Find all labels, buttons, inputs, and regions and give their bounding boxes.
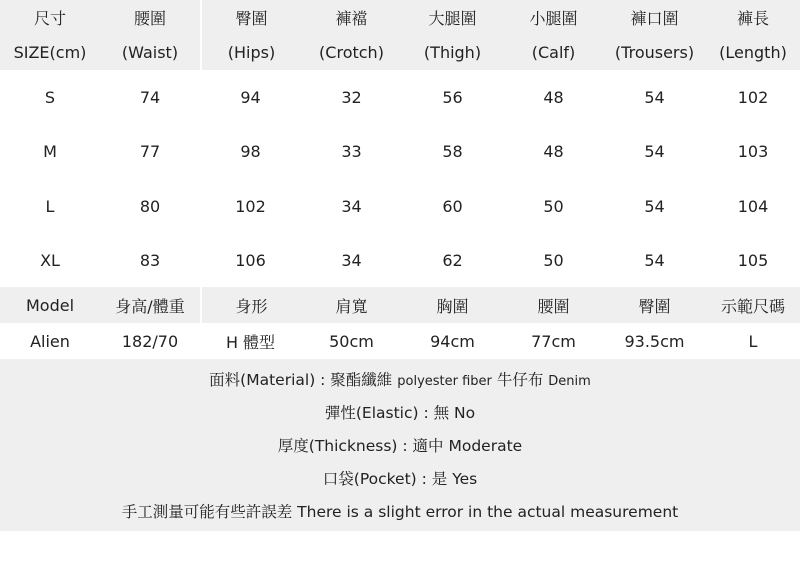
material-fiber: polyester fiber	[397, 373, 492, 389]
elastic-note: 彈性(Elastic) : 無 No	[324, 403, 476, 422]
model-name: Alien	[30, 331, 70, 351]
size-table-body	[0, 70, 800, 287]
size-label: XL	[40, 250, 60, 270]
model-table-row	[0, 323, 800, 359]
calf-value: 50	[543, 250, 564, 270]
length-value: 104	[737, 196, 769, 216]
crotch-value: 33	[341, 142, 362, 161]
model-hips: 93.5cm	[624, 331, 685, 351]
model-header-height-weight: 身高/體重	[115, 296, 185, 316]
waist-value: 80	[139, 196, 161, 216]
crotch-value: 34	[341, 250, 362, 270]
trousers-value: 54	[644, 87, 665, 107]
model-header-model: Model	[25, 295, 75, 315]
header-zh-crotch: 褲襠	[335, 9, 368, 28]
model-body-shape: H 體型	[225, 332, 276, 352]
model-header-body-shape: 身形	[200, 287, 301, 323]
header-en-crotch: (Crotch)	[319, 43, 384, 62]
header-en-hips: (Hips)	[200, 35, 301, 70]
header-en-waist: (Waist)	[121, 43, 179, 62]
trousers-value: 54	[644, 250, 665, 270]
model-header-demo-size: 示範尺碼	[720, 296, 785, 316]
size-label: S	[44, 87, 56, 107]
model-waist: 77cm	[531, 331, 576, 351]
hips-value: 102	[235, 196, 266, 216]
waist-value: 74	[139, 87, 161, 107]
header-zh-waist: 腰圍	[133, 9, 166, 28]
length-value: 103	[737, 142, 769, 161]
model-header-hips: 臀圍	[638, 296, 671, 316]
length-value: 102	[737, 87, 769, 107]
model-height-weight: 182/70	[121, 331, 179, 351]
size-table-header	[0, 0, 800, 70]
measurement-disclaimer: 手工測量可能有些許誤差 There is a slight error in the actual measurement	[121, 503, 679, 522]
trousers-value: 54	[644, 142, 665, 161]
header-zh-length: 褲長	[736, 9, 769, 28]
product-notes	[0, 359, 800, 531]
thigh-value: 58	[442, 142, 463, 161]
thigh-value: 62	[442, 250, 463, 270]
material-prefix: 面料(Material) : 聚酯纖維	[209, 370, 393, 389]
header-en-calf: (Calf)	[531, 43, 576, 62]
calf-value: 50	[543, 196, 564, 216]
header-zh-size: 尺寸	[33, 9, 66, 28]
calf-value: 48	[543, 87, 564, 107]
model-header-chest: 胸圍	[436, 296, 469, 316]
header-en-size: SIZE(cm)	[13, 43, 87, 62]
header-en-trousers: (Trousers)	[614, 43, 695, 62]
crotch-value: 32	[341, 87, 362, 107]
header-zh-hips: 臀圍	[200, 0, 301, 35]
material-denim: Denim	[548, 373, 591, 389]
header-en-length: (Length)	[719, 43, 787, 62]
material-note	[209, 368, 591, 390]
trousers-value: 54	[644, 196, 665, 216]
model-header-shoulder: 肩寬	[335, 296, 368, 316]
header-en-thigh: (Thigh)	[423, 43, 482, 62]
material-cn: 牛仔布	[496, 370, 544, 389]
thigh-value: 56	[442, 87, 463, 107]
model-demo-size: L	[748, 331, 758, 351]
header-zh-calf: 小腿圍	[529, 9, 578, 28]
hips-value: 98	[240, 142, 261, 161]
pocket-note: 口袋(Pocket) : 是 Yes	[322, 470, 478, 489]
crotch-value: 34	[341, 196, 362, 216]
model-chest: 94cm	[430, 331, 475, 351]
header-zh-trousers: 褲口圍	[630, 9, 679, 28]
model-header-waist: 腰圍	[537, 296, 570, 316]
waist-value: 83	[139, 250, 161, 270]
hips-value: 94	[240, 87, 261, 107]
size-label: L	[45, 196, 55, 216]
length-value: 105	[737, 250, 769, 270]
model-shoulder: 50cm	[329, 331, 374, 351]
header-zh-thigh: 大腿圍	[428, 9, 477, 28]
model-table-header	[0, 287, 800, 323]
hips-value: 106	[235, 250, 266, 270]
waist-value: 77	[139, 142, 161, 161]
thickness-note: 厚度(Thickness) : 適中 Moderate	[277, 436, 523, 455]
thigh-value: 60	[442, 196, 463, 216]
size-label: M	[43, 142, 57, 161]
calf-value: 48	[543, 142, 564, 161]
